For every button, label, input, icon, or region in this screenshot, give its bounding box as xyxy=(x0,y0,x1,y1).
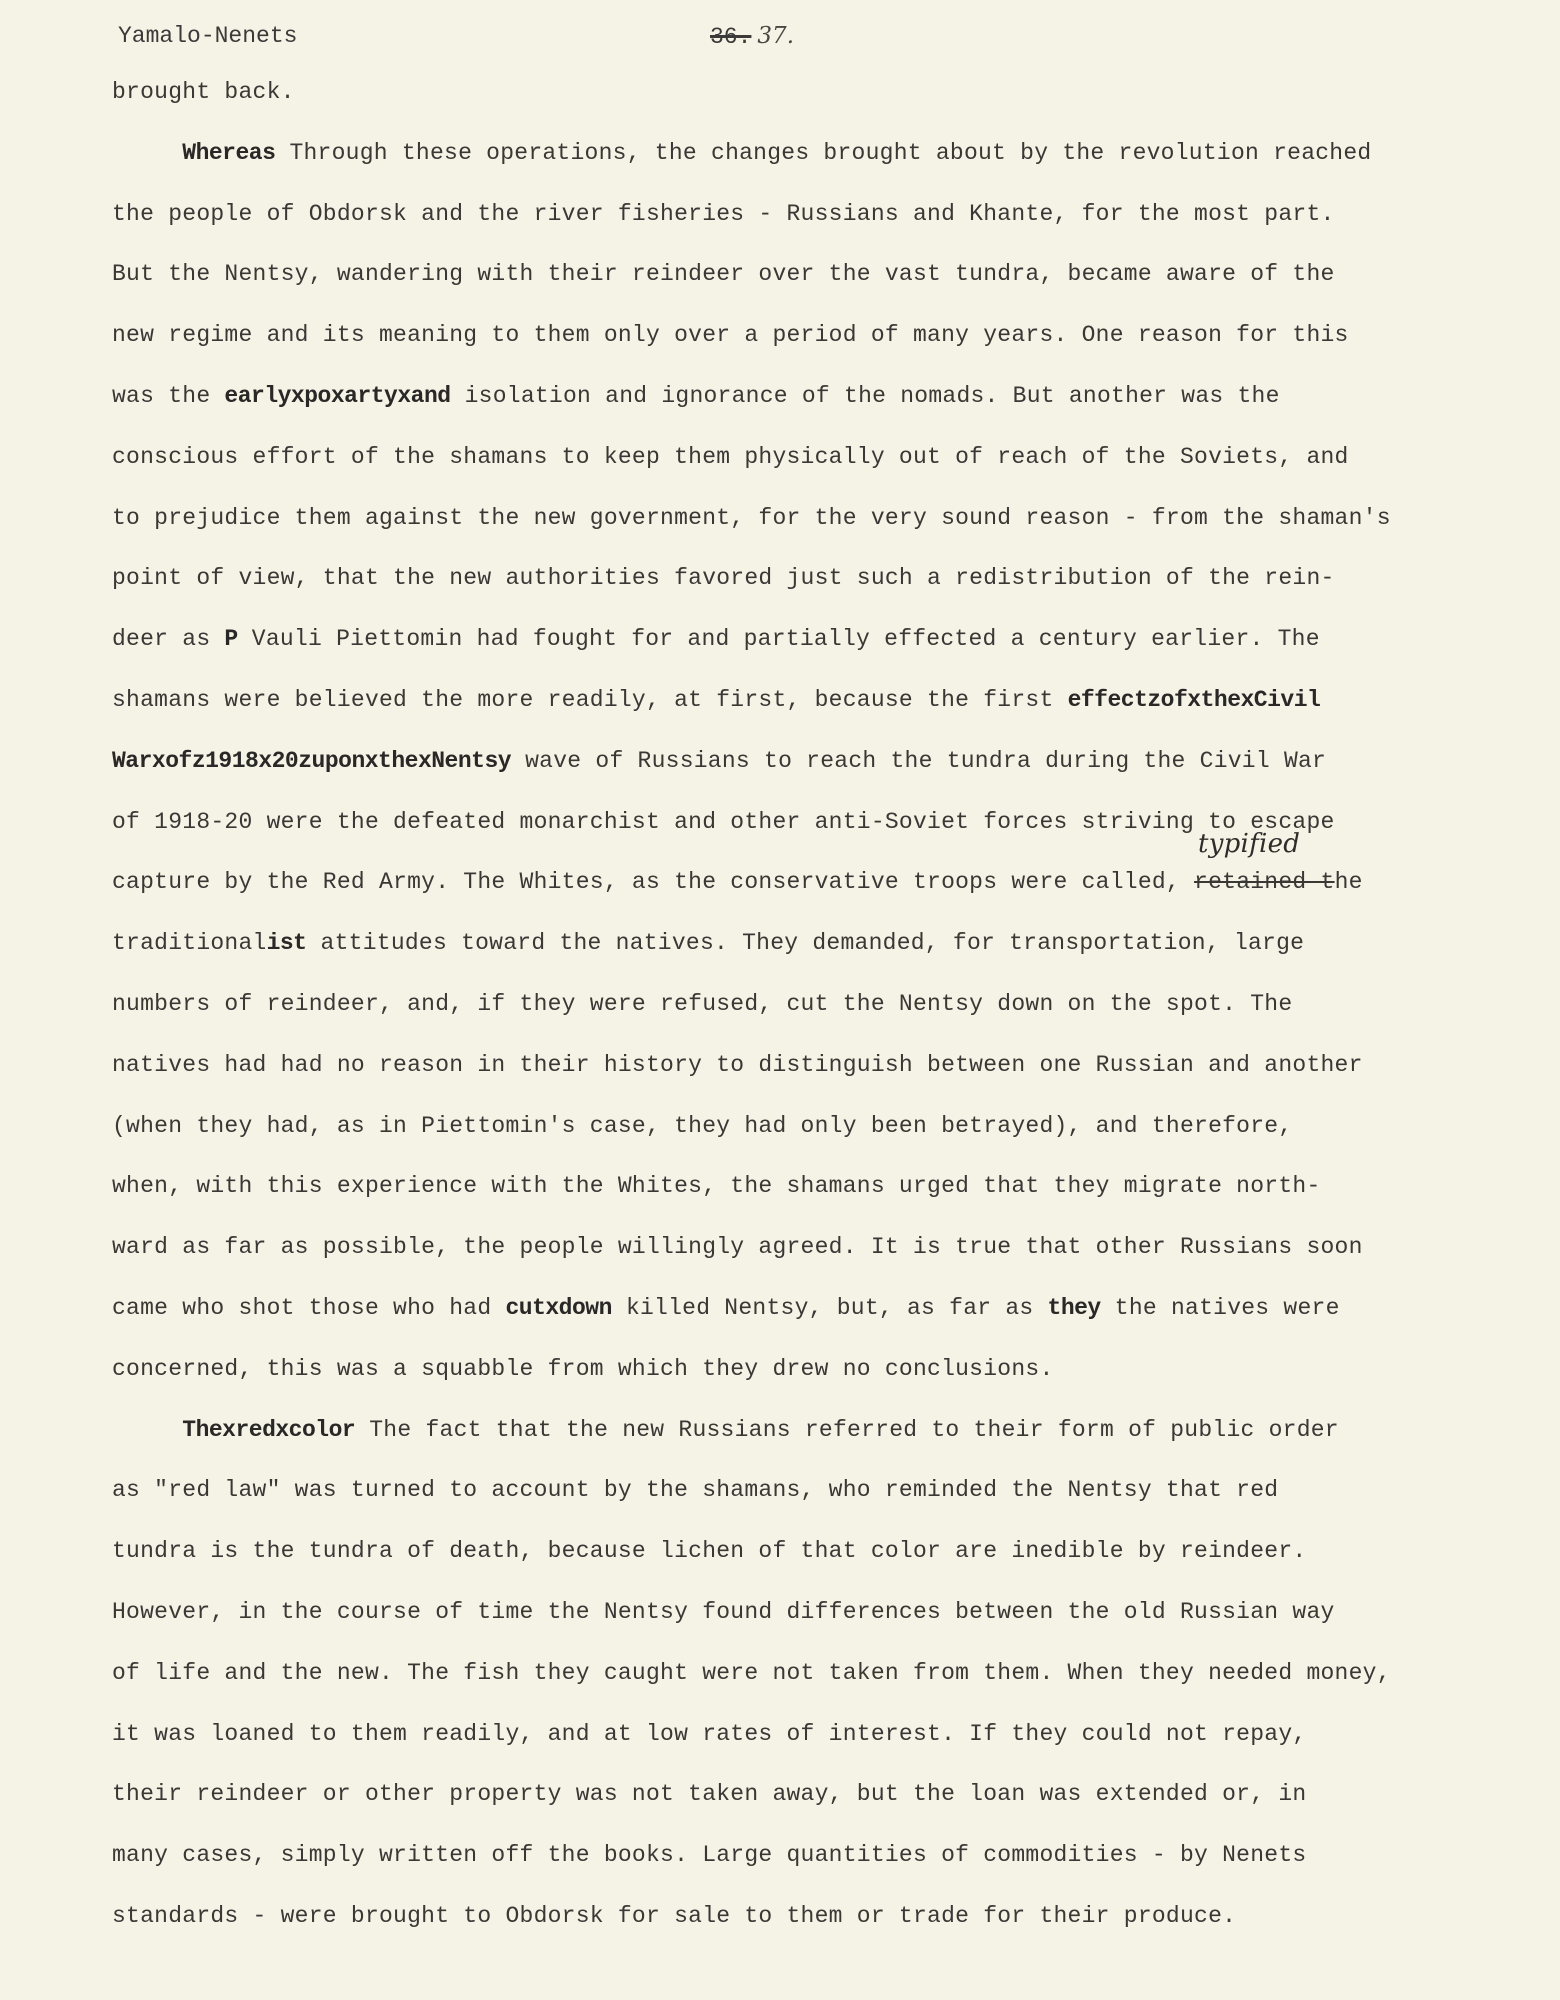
typed-over-text: P xyxy=(224,626,238,653)
text-line xyxy=(112,1764,1502,1825)
text-run: when, with this experience with the Whites, the shamans urged that they migrate north- xyxy=(112,1173,1321,1200)
text-run: ward as far as possible, the people willingly agreed. It is true that other Russians soon xyxy=(112,1234,1363,1261)
text-run: their reindeer or other property was not taken away, but the loan was extended or, in xyxy=(112,1781,1307,1808)
text-run: many cases, simply written off the books. Large quantities of commodities - by Nenets xyxy=(112,1842,1307,1869)
text-line xyxy=(112,244,1502,305)
text-line xyxy=(112,366,1502,427)
text-run: However, in the course of time the Nentsy found differences between the old Russian way xyxy=(112,1598,1335,1625)
text-line xyxy=(112,1278,1502,1339)
text-run: of 1918-20 were the defeated monarchist and other anti-Soviet forces striving to escape xyxy=(112,808,1335,835)
text-run: the people of Obdorsk and the river fisheries - Russians and Khante, for the most part. xyxy=(112,200,1335,227)
text-line xyxy=(112,488,1502,549)
text-line xyxy=(112,427,1502,488)
running-title: Yamalo-Nenets xyxy=(118,23,298,49)
text-run: came who shot those who had xyxy=(112,1294,506,1321)
text-run: The fact that the new Russians referred to their form of public order xyxy=(355,1416,1339,1443)
text-line xyxy=(112,1521,1502,1582)
text-line xyxy=(112,123,1502,184)
text-run: brought back. xyxy=(112,79,295,105)
page-header xyxy=(118,12,1458,60)
handwritten-correction xyxy=(1194,829,1335,913)
text-run xyxy=(112,140,182,166)
typed-over-text: Warxofz1918x20zuponxthexNentsy xyxy=(112,747,512,774)
text-run: deer as xyxy=(112,626,225,653)
text-run: to prejudice them against the new government, for the very sound reason - from the shaman's xyxy=(112,504,1391,531)
handwritten-insert: typified xyxy=(1198,829,1301,860)
text-run: was the xyxy=(112,382,225,409)
text-line xyxy=(112,1400,1502,1461)
text-run: attitudes toward the natives. They demanded, for transportation, large xyxy=(306,930,1305,957)
text-line xyxy=(112,1217,1502,1278)
typed-over-text: earlyxpoxartyxand xyxy=(224,382,451,409)
text-run: capture by the Red Army. The Whites, as the conservative troops were called, xyxy=(112,869,1195,896)
struck-word: retained t xyxy=(1194,869,1335,896)
text-line xyxy=(112,731,1502,792)
text-run: it was loaned to them readily, and at low rates of interest. If they could not repay, xyxy=(112,1720,1307,1747)
text-line xyxy=(112,1643,1502,1704)
page-number-struck: 36. xyxy=(710,24,752,50)
text-run: standards - were brought to Obdorsk for sale to them or trade for their produce. xyxy=(112,1902,1237,1929)
text-run: numbers of reindeer, and, if they were refused, cut the Nentsy down on the spot. The xyxy=(112,990,1293,1017)
text-line xyxy=(112,184,1502,245)
text-run: he xyxy=(1334,869,1363,896)
text-line xyxy=(112,913,1502,974)
typed-over-text: effectzofxthexCivil xyxy=(1067,686,1321,713)
text-line xyxy=(112,1339,1502,1400)
text-run: killed Nentsy, but, as far as xyxy=(611,1294,1048,1321)
text-run xyxy=(112,1417,182,1443)
text-line xyxy=(112,62,1502,123)
text-line xyxy=(112,1460,1502,1521)
typed-over-text: they xyxy=(1047,1294,1101,1321)
text-line xyxy=(112,1096,1502,1157)
text-line xyxy=(112,1035,1502,1096)
typed-over-text: ist xyxy=(266,930,307,957)
text-run: Vauli Piettomin had fought for and partially effected a century earlier. The xyxy=(237,626,1320,653)
page-number xyxy=(710,12,794,61)
text-run: conscious effort of the shamans to keep them physically out of reach of the Soviets, and xyxy=(112,443,1349,470)
text-line xyxy=(112,670,1502,731)
text-run: point of view, that the new authorities favored just such a redistribution of the rein- xyxy=(112,565,1335,592)
text-line xyxy=(112,1704,1502,1765)
text-run: of life and the new. The fish they caught were not taken from them. When they needed money, xyxy=(112,1659,1391,1686)
text-line xyxy=(112,305,1502,366)
text-run: concerned, this was a squabble from which they drew no conclusions. xyxy=(112,1355,1054,1382)
text-run: the natives were xyxy=(1100,1294,1340,1321)
text-run: But the Nentsy, wandering with their reindeer over the vast tundra, became aware of the xyxy=(112,261,1335,288)
text-line xyxy=(112,1156,1502,1217)
text-run: as "red law" was turned to account by the shamans, who reminded the Nentsy that red xyxy=(112,1477,1279,1504)
text-line xyxy=(112,974,1502,1035)
text-line xyxy=(112,609,1502,670)
text-run: shamans were believed the more readily, at first, because the first xyxy=(112,686,1068,713)
text-line xyxy=(112,1825,1502,1886)
text-run: Through these operations, the changes brought about by the revolution reached xyxy=(275,139,1372,166)
text-line xyxy=(112,1886,1502,1947)
body-text xyxy=(112,62,1502,1947)
typed-over-text: Thexredxcolor xyxy=(182,1416,356,1443)
text-line xyxy=(112,548,1502,609)
text-run: new regime and its meaning to them only over a period of many years. One reason for this xyxy=(112,322,1349,349)
typed-over-text: cutxdown xyxy=(505,1294,612,1321)
page-number-handwritten: 37. xyxy=(757,23,794,49)
text-run: tundra is the tundra of death, because lichen of that color are inedible by reindeer. xyxy=(112,1538,1307,1565)
text-run: traditional xyxy=(112,930,267,957)
text-run: (when they had, as in Piettomin's case, they had only been betrayed), and therefore, xyxy=(112,1112,1293,1139)
text-run: natives had had no reason in their history to distinguish between one Russian and another xyxy=(112,1051,1363,1078)
text-line xyxy=(112,1582,1502,1643)
text-run: wave of Russians to reach the tundra during the Civil War xyxy=(511,747,1327,774)
typed-over-text: Whereas xyxy=(182,139,276,166)
text-line xyxy=(112,829,1502,913)
text-run: isolation and ignorance of the nomads. But another was the xyxy=(450,382,1280,409)
